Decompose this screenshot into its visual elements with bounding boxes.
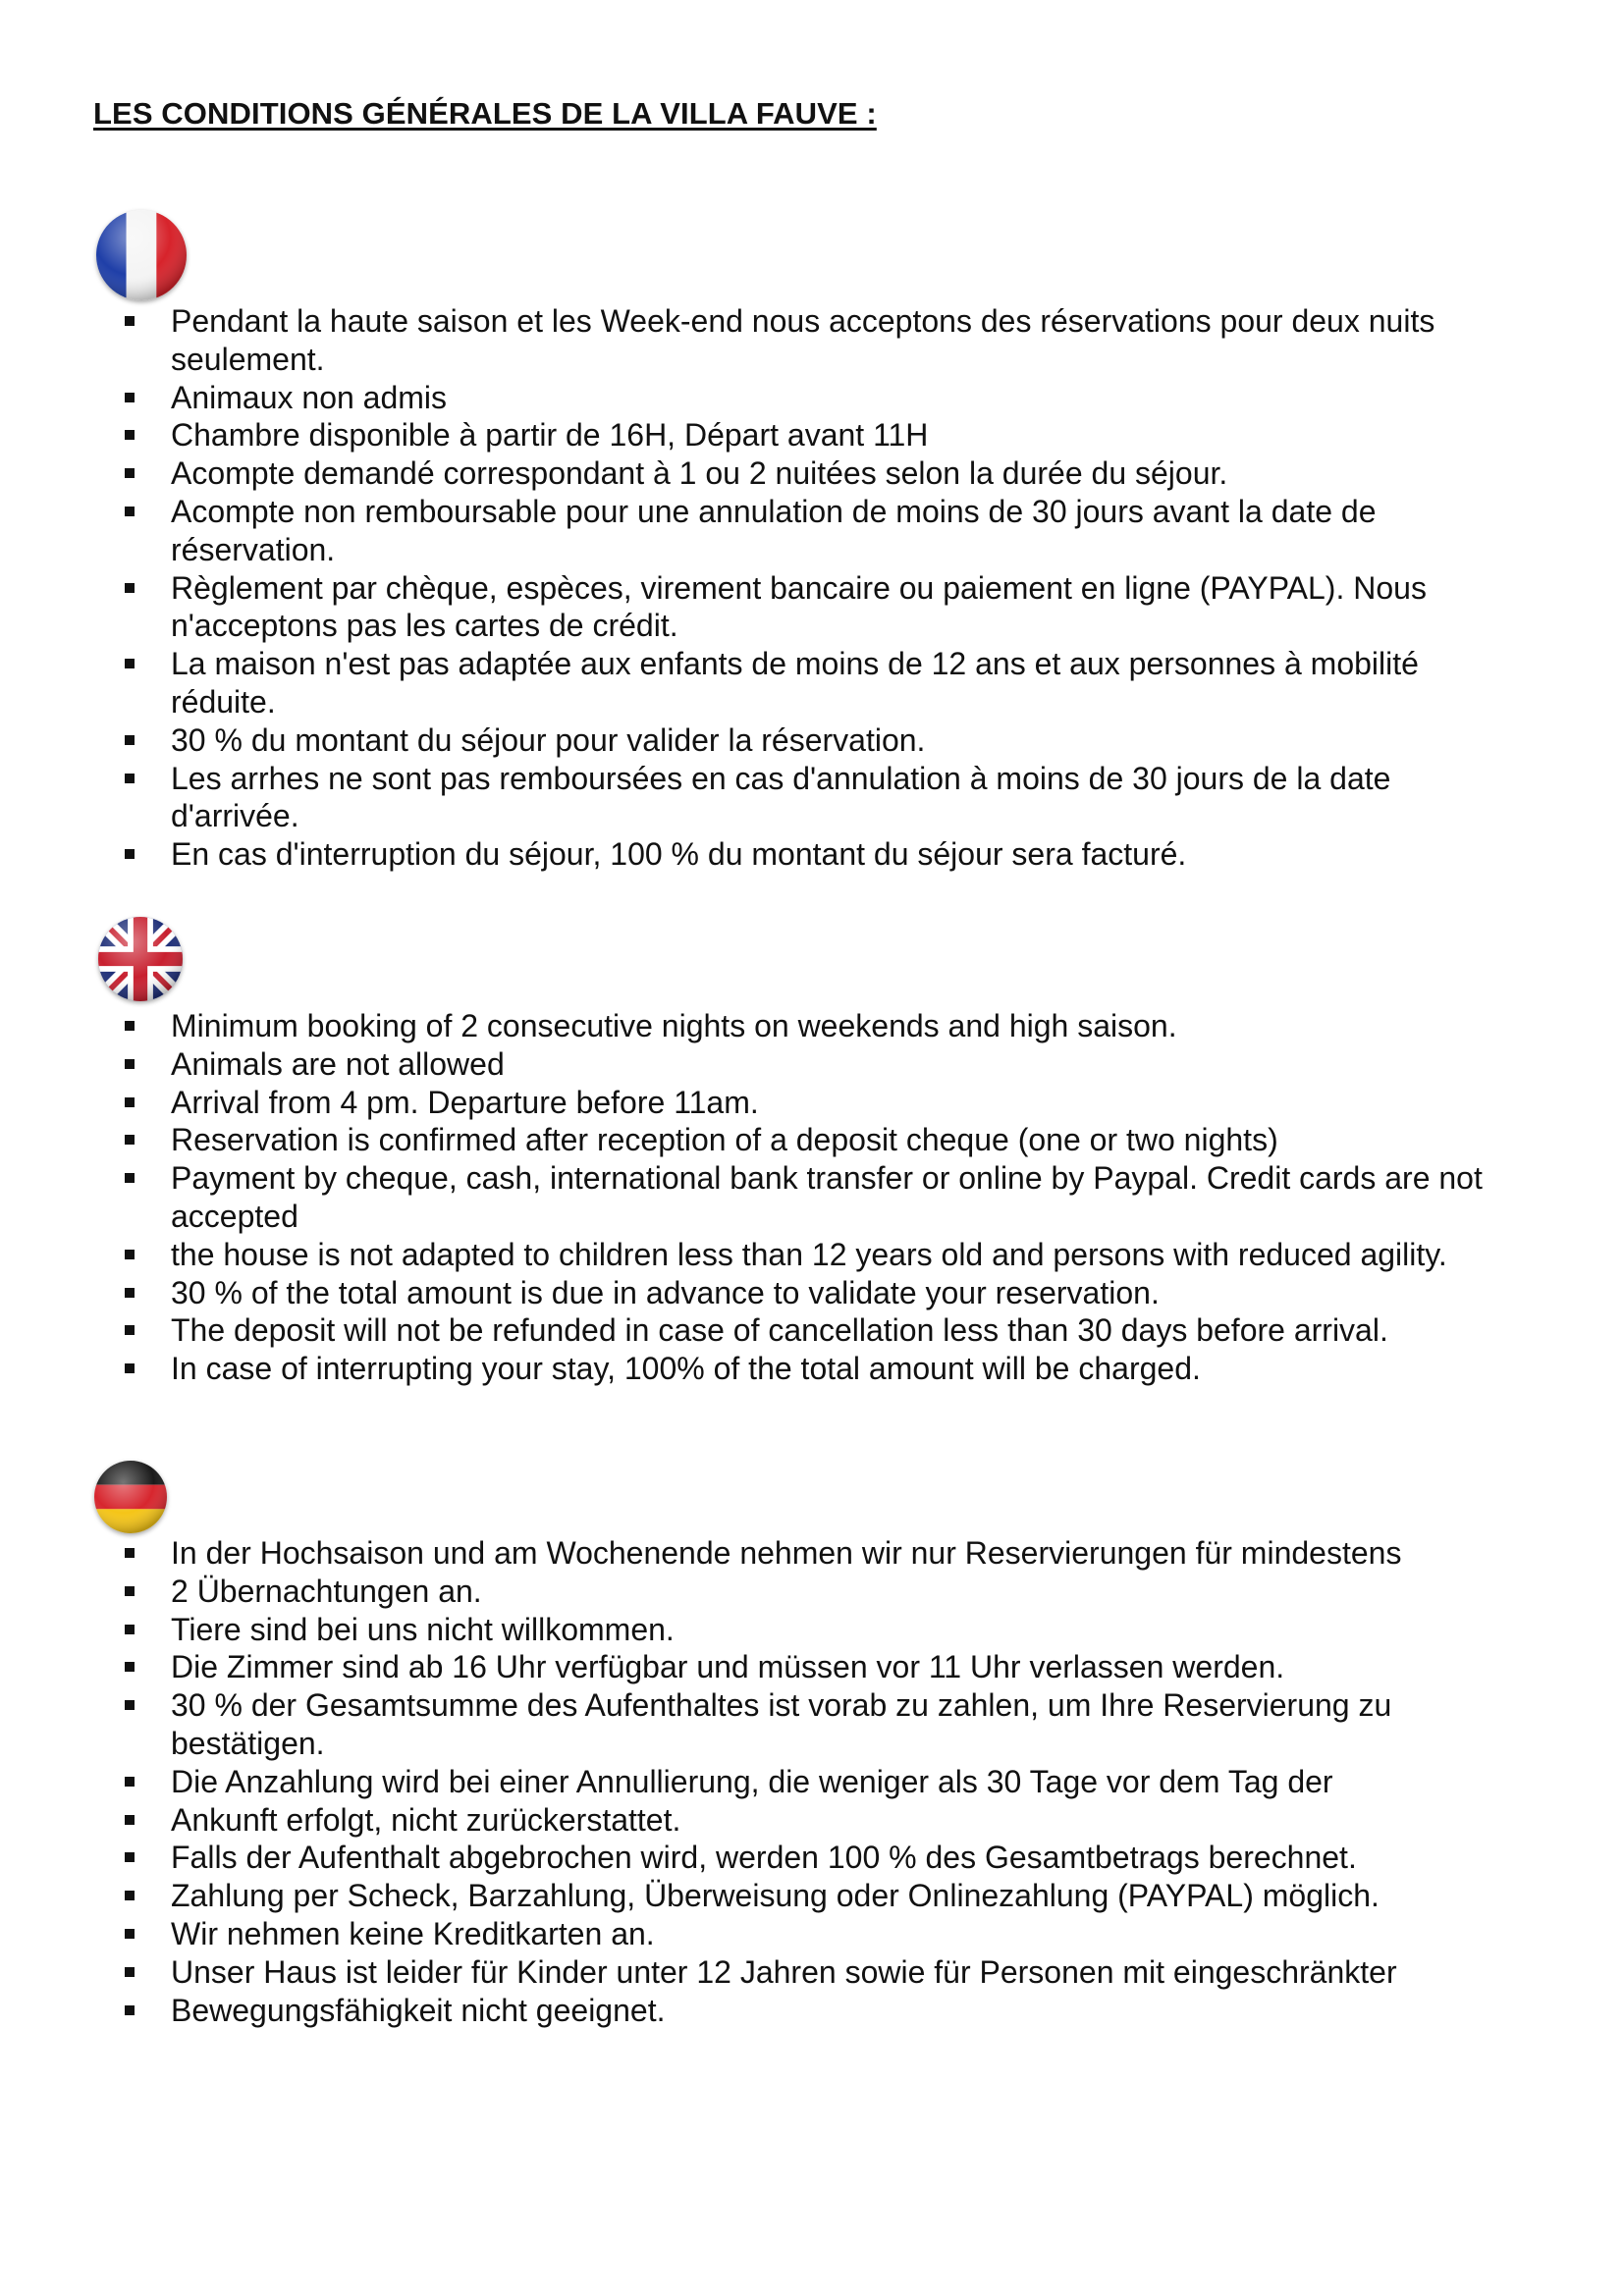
uk-flag-icon xyxy=(98,917,183,1001)
bullet-icon xyxy=(125,1586,135,1596)
list-item: En cas d'interruption du séjour, 100 % du montant du séjour sera facturé. xyxy=(123,835,1497,874)
bullet-icon xyxy=(125,735,135,745)
france-flag-icon xyxy=(96,210,187,300)
bullet-icon xyxy=(125,1135,135,1145)
list-item: The deposit will not be refunded in case of cancellation less than 30 days before arrival. xyxy=(123,1311,1497,1350)
bullet-icon xyxy=(125,1288,135,1298)
bullet-icon xyxy=(125,316,135,326)
list-item: 30 % der Gesamtsumme des Aufenthaltes ist vorab zu zahlen, um Ihre Reservierung zu bestätigen. xyxy=(123,1686,1497,1763)
bullet-icon xyxy=(125,849,135,859)
list-item: 30 % du montant du séjour pour valider la réservation. xyxy=(123,721,1497,760)
bullet-icon xyxy=(125,1625,135,1634)
list-item: Animaux non admis xyxy=(123,379,1497,417)
list-item: Unser Haus ist leider für Kinder unter 12 Jahren sowie für Personen mit eingeschränkter xyxy=(123,1953,1497,1992)
bullet-icon xyxy=(125,1700,135,1710)
bullet-icon xyxy=(125,468,135,478)
bullet-icon xyxy=(125,507,135,516)
bullet-icon xyxy=(125,1777,135,1787)
list-item: In der Hochsaison und am Wochenende nehmen wir nur Reservierungen für mindestens xyxy=(123,1534,1497,1573)
bullet-icon xyxy=(125,1325,135,1335)
list-item: Tiere sind bei uns nicht willkommen. xyxy=(123,1611,1497,1649)
list-item: Chambre disponible à partir de 16H, Départ avant 11H xyxy=(123,416,1497,454)
bullet-icon xyxy=(125,659,135,668)
bullet-icon xyxy=(125,1662,135,1672)
bullet-icon xyxy=(125,1250,135,1259)
conditions-list-en xyxy=(123,1007,1497,1388)
list-item: Arrival from 4 pm. Departure before 11am. xyxy=(123,1084,1497,1122)
bullet-icon xyxy=(125,2005,135,2015)
bullet-icon xyxy=(125,1097,135,1107)
list-item: Zahlung per Scheck, Barzahlung, Überweisung oder Onlinezahlung (PAYPAL) möglich. xyxy=(123,1877,1497,1915)
bullet-icon xyxy=(125,1059,135,1069)
bullet-icon xyxy=(125,430,135,440)
list-item: Acompte non remboursable pour une annulation de moins de 30 jours avant la date de réservation. xyxy=(123,493,1497,569)
list-item: Règlement par chèque, espèces, virement bancaire ou paiement en ligne (PAYPAL). Nous n'acceptons pas les cartes de crédit. xyxy=(123,569,1497,646)
bullet-icon xyxy=(125,1173,135,1183)
list-item: Die Zimmer sind ab 16 Uhr verfügbar und müssen vor 11 Uhr verlassen werden. xyxy=(123,1648,1497,1686)
list-item: La maison n'est pas adaptée aux enfants de moins de 12 ans et aux personnes à mobilité réduite. xyxy=(123,645,1497,721)
bullet-icon xyxy=(125,1891,135,1900)
conditions-list-fr xyxy=(123,302,1497,874)
bullet-icon xyxy=(125,1021,135,1031)
bullet-icon xyxy=(125,1967,135,1977)
list-item: Falls der Aufenthalt abgebrochen wird, werden 100 % des Gesamtbetrags berechnet. xyxy=(123,1839,1497,1877)
list-item: Les arrhes ne sont pas remboursées en cas d'annulation à moins de 30 jours de la date d'arrivée. xyxy=(123,760,1497,836)
list-item: 30 % of the total amount is due in advance to validate your reservation. xyxy=(123,1274,1497,1312)
list-item: Wir nehmen keine Kreditkarten an. xyxy=(123,1915,1497,1953)
list-item: Animals are not allowed xyxy=(123,1045,1497,1084)
list-item: Payment by cheque, cash, international bank transfer or online by Paypal. Credit cards are not accepted xyxy=(123,1159,1497,1236)
bullet-icon xyxy=(125,583,135,593)
list-item: Bewegungsfähigkeit nicht geeignet. xyxy=(123,1992,1497,2030)
bullet-icon xyxy=(125,393,135,402)
list-item: Die Anzahlung wird bei einer Annullierung, die weniger als 30 Tage vor dem Tag der xyxy=(123,1763,1497,1801)
bullet-icon xyxy=(125,1548,135,1558)
bullet-icon xyxy=(125,1815,135,1825)
list-item: Reservation is confirmed after reception of a deposit cheque (one or two nights) xyxy=(123,1121,1497,1159)
list-item: Acompte demandé correspondant à 1 ou 2 nuitées selon la durée du séjour. xyxy=(123,454,1497,493)
list-item: In case of interrupting your stay, 100% of the total amount will be charged. xyxy=(123,1350,1497,1388)
bullet-icon xyxy=(125,774,135,783)
list-item: 2 Übernachtungen an. xyxy=(123,1573,1497,1611)
page-title: LES CONDITIONS GÉNÉRALES DE LA VILLA FAUVE : xyxy=(93,96,877,131)
list-item: the house is not adapted to children less than 12 years old and persons with reduced agility. xyxy=(123,1236,1497,1274)
list-item: Ankunft erfolgt, nicht zurückerstattet. xyxy=(123,1801,1497,1840)
list-item: Minimum booking of 2 consecutive nights on weekends and high saison. xyxy=(123,1007,1497,1045)
bullet-icon xyxy=(125,1852,135,1862)
bullet-icon xyxy=(125,1363,135,1373)
bullet-icon xyxy=(125,1929,135,1939)
list-item: Pendant la haute saison et les Week-end nous acceptons des réservations pour deux nuits seulement. xyxy=(123,302,1497,379)
conditions-list-de xyxy=(123,1534,1497,2029)
germany-flag-icon xyxy=(94,1461,167,1533)
